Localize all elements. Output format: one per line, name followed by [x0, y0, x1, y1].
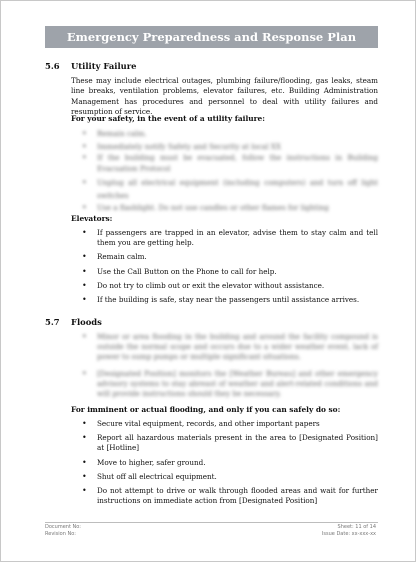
list-item: • If the building is safe, stay near the passengers until assistance arrives.: [71, 295, 378, 305]
section-5-7-title: Floods: [71, 317, 102, 327]
utility-failure-intro: These may include electrical outages, plumbing failure/flooding, gas leaks, steam line breaks, ventilation problems, elevator failures, etc. Building Administration Management has procedures and personnel to deal with utility failures and resumption of service.: [71, 76, 378, 117]
issue-date: Issue Date: xx-xxx-xx: [321, 531, 376, 537]
elevators-heading: Elevators:: [71, 214, 113, 223]
list-item: • Do not attempt to drive or walk through flooded areas and wait for further instructions on immediate action from [Designated Position]: [71, 486, 378, 506]
list-item: • Secure vital equipment, records, and other important papers: [71, 419, 378, 429]
flood-action-list: [71, 419, 378, 506]
list-item: • [Designated Position] monitors the [Weather Bureau] and other emergency advisory systems to stay abreast of weather and alert-related conditions and will provide instructions should they be necessary.: [71, 369, 378, 400]
list-item: • If passengers are trapped in an elevator, advise them to stay calm and tell them you are getting help.: [71, 228, 378, 248]
safety-list-blurred: [71, 128, 378, 215]
list-item: • Report all hazardous materials present in the area to [Designated Position] at [Hotline]: [71, 433, 378, 453]
document-number: Document No:: [45, 524, 81, 530]
section-5-7-number: 5.7: [45, 317, 60, 327]
elevator-list: [71, 228, 378, 305]
sheet-number: Sheet: 11 of 14: [337, 524, 376, 530]
section-5-6-title: Utility Failure: [71, 61, 137, 71]
list-item: • Do not try to climb out or exit the elevator without assistance.: [71, 281, 378, 291]
document-title-banner: Emergency Preparedness and Response Plan: [45, 26, 378, 48]
footer-divider: [45, 522, 378, 523]
list-item: • Move to higher, safer ground.: [71, 458, 378, 468]
safety-heading: For your safety, in the event of a utility failure:: [71, 114, 265, 123]
list-item: • Use a flashlight. Do not use candles or other flames for lighting: [71, 202, 378, 215]
list-item: • Remain calm.: [71, 252, 378, 262]
revision-number: Revision No:: [45, 531, 76, 537]
list-item: • Shut off all electrical equipment.: [71, 472, 378, 482]
section-5-6-number: 5.6: [45, 61, 60, 71]
list-item: • Use the Call Button on the Phone to call for help.: [71, 267, 378, 277]
flood-action-heading: For imminent or actual flooding, and only if you can safely do so:: [71, 405, 341, 414]
list-item: • Unplug all electrical equipment (including computers) and turn off light switches: [71, 177, 378, 202]
list-item: • Immediately notify Safety and Security at local XX: [71, 141, 378, 154]
list-item: • If the building must be evacuated, follow the instructions in Building Evacuation Protocol: [71, 153, 378, 174]
floods-list-blurred: [71, 332, 378, 399]
list-item: • Remain calm.: [71, 128, 378, 141]
list-item: • Minor or area flooding in the building and around the facility compound is outside the normal scope and occurs due to a wider weather event, lack of power to sump pumps or multiple significant situations.: [71, 332, 378, 363]
